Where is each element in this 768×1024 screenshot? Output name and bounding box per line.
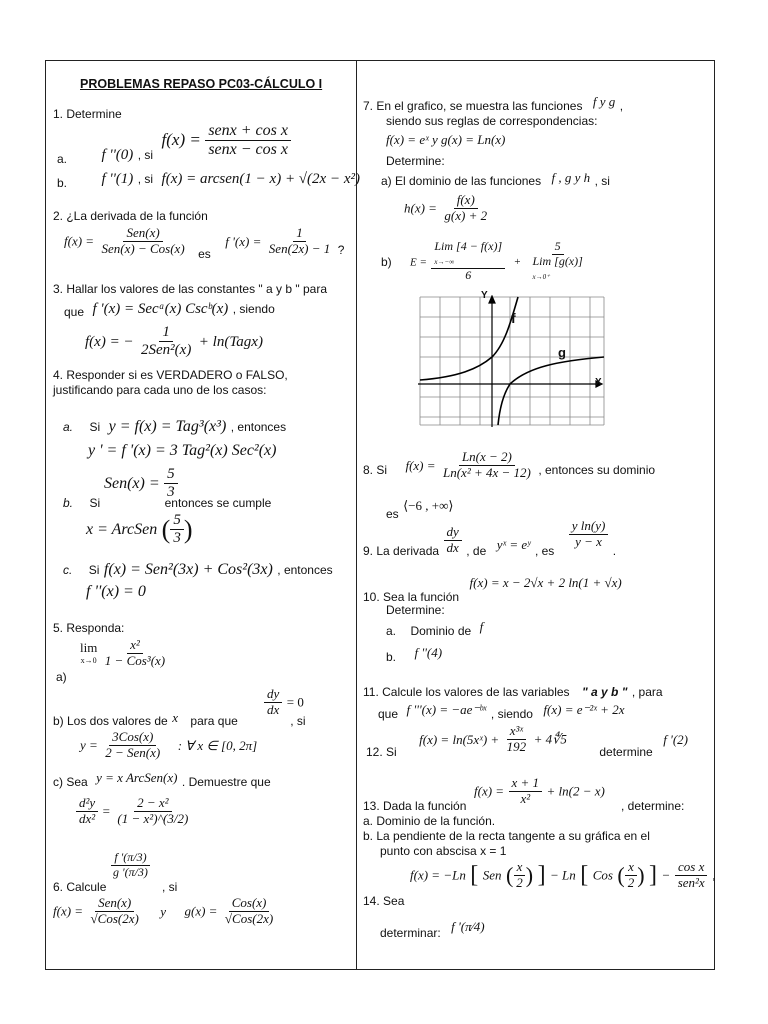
p4a-label: a. xyxy=(63,420,74,434)
p9-dot: . xyxy=(612,543,617,558)
p7-h-definition xyxy=(404,193,490,224)
p3-siendo: , siendo xyxy=(232,302,275,316)
p3-denominator: 2Sen²(x) xyxy=(141,342,192,359)
p10b-label: b. xyxy=(386,650,397,664)
p14-bracket-2-close: ] xyxy=(649,861,657,888)
p4b-denominator: 3 xyxy=(167,484,175,501)
p8-fx: f(x) = xyxy=(405,457,436,473)
p5a-lim-sub: x→0 xyxy=(80,656,97,666)
p4c-expression: f(x) = Sen²(3x) + Cos²(3x) xyxy=(103,561,273,578)
p6-f-denominator: √Cos(2x) xyxy=(90,910,139,926)
p5-heading: 5. Responda: xyxy=(53,621,125,635)
p14-fx: f(x) = −Ln xyxy=(410,867,466,883)
p12-fx: f(x) = ln(5xˣ) + xyxy=(419,731,500,747)
graph-label-f: f xyxy=(511,310,516,326)
p4c-line-1 xyxy=(63,561,333,579)
p7a-text: a) El dominio de las funciones xyxy=(381,174,542,188)
p13-numerator: x + 1 xyxy=(509,776,543,792)
p5b-text: b) Los dos valores de xyxy=(53,714,168,728)
p2-es: es xyxy=(198,246,211,261)
p9-es: , es xyxy=(534,543,555,558)
p9-numerator-2: y ln(y) xyxy=(569,519,609,535)
p12-numerator: x³ˣ xyxy=(507,724,526,740)
p14-determinar-line xyxy=(380,918,485,940)
p4b-expression: Sen(x) = xyxy=(104,474,160,492)
p14-half-1 xyxy=(513,860,526,891)
p5c-text: c) Sea xyxy=(53,775,88,789)
graph-label-g: g xyxy=(558,345,566,360)
p3-que: que xyxy=(64,305,85,319)
p5a-denominator: 1 − Cos³(x) xyxy=(104,652,166,668)
p11-heading: 11. Calcule los valores de las variables xyxy=(363,685,570,699)
p2-question: ? xyxy=(337,242,345,257)
p6-fx: f(x) = xyxy=(53,903,84,919)
p1-heading: 1. Determine xyxy=(53,107,122,121)
graph-curve-g xyxy=(498,357,604,425)
p9-denominator-2: y − x xyxy=(575,533,602,549)
p4c-entonces: , entonces xyxy=(277,563,333,577)
p12-determine: determine xyxy=(599,744,653,759)
p14-paren-2-open: ( xyxy=(617,862,625,888)
p6-y: y xyxy=(160,903,167,919)
p14-cos: Cos xyxy=(592,867,613,883)
p7-e-expression xyxy=(410,240,586,282)
p8-denominator: Ln(x² + 4x − 12) xyxy=(442,464,531,480)
p13-denominator: x² xyxy=(520,790,531,806)
p14-comma: , xyxy=(712,868,716,883)
p5c-equals: = xyxy=(102,803,110,819)
p4b-label: b. xyxy=(63,496,74,510)
p3-tail: + ln(Tagx) xyxy=(198,333,263,350)
p6-denominator: g '(π/3) xyxy=(113,864,148,879)
p5a-fraction xyxy=(102,638,168,669)
p6-g-denominator: √Cos(2x) xyxy=(224,910,274,926)
p4b-line-3 xyxy=(86,512,193,548)
p10a-line xyxy=(386,619,484,640)
p2-fx: f(x) = xyxy=(64,233,95,249)
p11-line-1 xyxy=(363,683,663,701)
p14-function xyxy=(410,860,715,891)
p2-denominator: Sen(x) − Cos(x) xyxy=(101,240,185,256)
p14-half-2-num: x xyxy=(625,860,637,876)
p12-line xyxy=(366,723,688,759)
p8-fraction xyxy=(440,450,534,481)
p6-gx: g(x) = xyxy=(184,903,218,919)
p14-paren-1-close: ) xyxy=(525,862,534,888)
p3-line-2 xyxy=(85,324,263,360)
p11-line-2 xyxy=(378,701,624,719)
p6-f-numerator: Sen(x) xyxy=(95,896,134,912)
p4b-arcsen: x = ArcSen xyxy=(86,520,158,538)
p4-heading-1: 4. Responder si es VERDADERO o FALSO, xyxy=(53,368,288,382)
p9-fraction-2 xyxy=(569,519,609,550)
p1a-si: , si xyxy=(137,148,154,163)
p5c-fraction xyxy=(76,796,98,827)
p5b-numerator: dy xyxy=(264,687,282,703)
p5a-lim-block xyxy=(80,641,97,665)
p1b-si: , si xyxy=(137,172,154,186)
p5c-derivative-line xyxy=(76,796,191,827)
p14-sen: Sen xyxy=(482,867,502,883)
p7-hx: h(x) = xyxy=(404,200,437,216)
p3-heading: 3. Hallar los valores de las constantes " a y b " para xyxy=(53,282,327,296)
p7a-line xyxy=(381,172,610,190)
p10-line-1 xyxy=(363,574,622,604)
p4-heading-2: justificando para cada uno de los casos: xyxy=(53,383,267,397)
p1b-derivative: f ''(1) xyxy=(101,171,134,187)
p10a-label: a. xyxy=(386,624,397,638)
p11-siendo: , siendo xyxy=(490,707,533,721)
p14-bracket-2-open: [ xyxy=(580,861,589,888)
p2-numerator: Sen(x) xyxy=(123,226,162,242)
p4c-label: c. xyxy=(63,563,73,577)
p1a-numerator: senx + cos x xyxy=(205,122,291,141)
p4b-numerator: 5 xyxy=(164,466,178,484)
p5b-denominator: dx xyxy=(267,701,280,717)
p13a-text: a. Dominio de la función. xyxy=(363,814,496,828)
p10-determine: Determine: xyxy=(386,603,445,617)
p1a-fraction xyxy=(205,122,291,160)
p5b-x: x xyxy=(172,710,178,725)
p9-denominator: dx xyxy=(446,539,459,555)
p4b-fraction-2 xyxy=(170,512,184,548)
p5a-numerator: x² xyxy=(127,638,143,654)
p12-label: 12. Si xyxy=(366,744,397,759)
p10b-expression: f ''(4) xyxy=(414,645,443,660)
p7-e-left: E = xyxy=(410,256,427,269)
p11-expression-2: f(x) = e⁻²ˣ + 2x xyxy=(543,702,625,717)
p10a-f: f xyxy=(479,619,484,634)
p7-h-numerator: f(x) xyxy=(454,193,478,209)
p13b-text-2: punto con abscisa x = 1 xyxy=(380,844,507,858)
p7-e-numerator-2: 5 xyxy=(552,240,564,255)
p10-heading: 10. Sea la función xyxy=(363,590,460,604)
p13-fx: f(x) = xyxy=(474,783,505,799)
p4c-si: Si xyxy=(88,563,100,577)
p14-paren-2-close: ) xyxy=(637,862,645,888)
p7-e-num-text: Lim [4 − f(x)] xyxy=(434,239,503,253)
p14-half-2-den: 2 xyxy=(627,874,635,890)
p9-fraction xyxy=(444,525,462,556)
p7-functions: f y g xyxy=(592,94,616,109)
p4a-si: Si xyxy=(89,420,101,434)
p5c-denominator: dx² xyxy=(79,810,96,826)
p8-numerator: Ln(x − 2) xyxy=(459,450,515,466)
p4b-paren-close: ) xyxy=(183,514,193,544)
p9-de: , de xyxy=(466,543,487,558)
p14-fraction xyxy=(675,860,708,891)
p10b-line xyxy=(386,644,442,662)
p4b-entonces: entonces se cumple xyxy=(164,496,272,510)
p5c-denominator-2: (1 − x²)^(3/2) xyxy=(117,810,189,826)
p5b-equals: = 0 xyxy=(286,694,304,710)
p14-denominator: sen²x xyxy=(677,874,705,890)
p7-comma: , xyxy=(619,99,624,113)
p3-line-1 xyxy=(64,300,275,318)
p7-e-plus: + xyxy=(513,256,522,269)
p12-derivative: f '(2) xyxy=(663,731,688,747)
p7-e-den-sub: x→0⁺ xyxy=(532,272,550,281)
p5c-numerator-2: 2 − x² xyxy=(134,796,171,812)
p1b-label: b. xyxy=(57,176,68,190)
p2-heading: 2. ¿La derivada de la función xyxy=(53,209,208,223)
p5c-demuestre: . Demuestre que xyxy=(181,775,271,789)
p1a-denominator: senx − cos x xyxy=(208,141,288,159)
p14-determinar: determinar: xyxy=(380,926,441,940)
p8-line-1 xyxy=(363,450,655,481)
p4b-numerator-2: 5 xyxy=(170,512,184,530)
p5c-numerator: d²y xyxy=(76,796,98,812)
p8-line-2 xyxy=(386,497,454,521)
p4c-line-2: f ''(x) = 0 xyxy=(86,583,146,600)
p10-expression: f(x) = x − 2√x + 2 ln(1 + √x) xyxy=(469,575,622,590)
p3-numerator: 1 xyxy=(159,324,173,342)
p7-h-denominator: g(x) + 2 xyxy=(444,207,488,223)
p7-e-den-text: Lim [g(x)] xyxy=(532,253,583,268)
p9-expression: yˣ = eʸ xyxy=(496,536,531,552)
p11-para: , para xyxy=(631,685,663,699)
p7-e-fraction-1 xyxy=(431,240,505,282)
p4a-expression: y = f(x) = Tag³(x³) xyxy=(108,418,227,435)
p13-function xyxy=(474,776,605,807)
p5b-line xyxy=(53,712,306,730)
p6-numerator: f '(π/3) xyxy=(111,851,149,866)
p7-e-denominator-2 xyxy=(529,255,585,283)
p7-rules: f(x) = eˣ y g(x) = Ln(x) xyxy=(386,132,506,147)
p2-denominator-2: Sen(2x) − 1 xyxy=(268,240,331,256)
p5b-fraction-2 xyxy=(102,730,163,761)
p6-heading: 6. Calcule xyxy=(53,880,107,894)
p13-fraction xyxy=(509,776,543,807)
p6-f-fraction xyxy=(88,896,142,927)
p1a-fx: f(x) = xyxy=(161,130,201,150)
p5b-para: para que xyxy=(190,714,238,728)
p14-paren-1-open: ( xyxy=(505,862,514,888)
p14-bracket-1-close: ] xyxy=(537,861,546,888)
p5b-domain: : ∀ x ∈ [0, 2π] xyxy=(177,737,258,753)
p11-vars: " a y b " xyxy=(582,685,628,699)
p7-e-denominator-1: 6 xyxy=(465,267,472,282)
p1b-line xyxy=(57,170,360,188)
p4b-denominator-2: 3 xyxy=(173,530,181,547)
p2-line xyxy=(64,225,345,261)
p14-half-1-den: 2 xyxy=(516,874,523,890)
p5b-numerator-2: 3Cos(x) xyxy=(109,730,156,746)
p4a-line-2: y ' = f '(x) = 3 Tag²(x) Sec²(x) xyxy=(88,442,277,459)
p5a-label: a) xyxy=(56,670,67,684)
p5b-y: y = xyxy=(80,737,98,753)
p8-domain: ⟨−6 , +∞⟩ xyxy=(403,498,454,513)
p7-determine: Determine: xyxy=(386,154,445,168)
page-title: PROBLEMAS REPASO PC03-CÁLCULO I xyxy=(80,77,323,91)
p1a-label: a. xyxy=(57,152,68,167)
p1a-derivative: f ''(0) xyxy=(101,147,134,164)
p5c-fraction-2 xyxy=(114,796,191,827)
p6-si: , si xyxy=(162,880,178,894)
p5b-y-line xyxy=(80,730,257,761)
p6-fraction xyxy=(110,851,151,880)
p3-expression: f '(x) = Secᵃ(x) Cscᵇ(x) xyxy=(92,301,229,317)
p5b-denominator-2: 2 − Sen(x) xyxy=(105,744,161,760)
p4a-line-1 xyxy=(63,418,286,436)
p9-label: 9. La derivada xyxy=(363,543,440,558)
p14-half-2 xyxy=(625,860,638,891)
p2-fraction-2 xyxy=(266,226,333,257)
p5a-lim: lim xyxy=(80,640,98,656)
p7a-si: , si xyxy=(594,174,610,188)
p2-derivative: f '(x) = xyxy=(225,233,262,249)
p12-tail: + 4∜5 xyxy=(533,731,567,747)
p4a-entonces: , entonces xyxy=(230,420,287,434)
p14-numerator: cos x xyxy=(675,860,707,876)
p11-que: que xyxy=(378,707,399,721)
graph-label-x: X xyxy=(595,377,602,388)
p4b-paren-open: ( xyxy=(161,514,171,544)
p7a-functions: f , g y h xyxy=(551,170,591,185)
p7-e-numerator-1 xyxy=(431,240,505,269)
p5b-si: , si xyxy=(290,714,306,728)
p9-line xyxy=(363,518,617,558)
p10a-text: Dominio de xyxy=(410,624,472,638)
p7-heading-2: siendo sus reglas de correspondencias: xyxy=(386,114,598,128)
p13-heading: 13. Dada la función xyxy=(363,799,467,813)
graph-label-y: Y xyxy=(481,290,488,301)
p7-heading-text: 7. En el grafico, se muestra las funciones xyxy=(363,99,583,113)
p7-h-fraction xyxy=(441,193,490,224)
p6-functions xyxy=(53,896,276,927)
p13b-text-1: b. La pendiente de la recta tangente a su gráfica en el xyxy=(363,829,650,843)
p8-label: 8. Si xyxy=(363,462,388,477)
p14-derivative: f '(π⁄4) xyxy=(451,919,485,934)
p4b-line-2 xyxy=(63,494,271,512)
p13-determine: , determine: xyxy=(621,799,685,813)
p12-fraction xyxy=(504,724,530,755)
p7-e-num-sub: x→−∞ xyxy=(434,257,455,266)
p5a-limit xyxy=(80,638,168,669)
p1a-line xyxy=(57,122,291,167)
p7-e-fraction-2 xyxy=(529,240,585,282)
p7-heading-1 xyxy=(363,94,624,115)
p6-g-fraction xyxy=(222,896,276,927)
p4b-si: Si xyxy=(89,496,101,510)
p9-numerator: dy xyxy=(444,525,462,541)
p7b-label: b) xyxy=(381,255,392,269)
p1b-expression: f(x) = arcsen(1 − x) + √(2x − x²) xyxy=(161,171,360,187)
p12-denominator: 192 xyxy=(506,738,527,754)
p13-tail: + ln(2 − x) xyxy=(546,783,605,799)
p14-minus: − xyxy=(661,867,671,883)
p2-numerator-2: 1 xyxy=(293,226,306,242)
p5c-line xyxy=(53,770,271,791)
column-divider xyxy=(356,60,357,970)
p8-entonces: , entonces su dominio xyxy=(538,462,656,477)
p14-half-1-num: x xyxy=(514,860,526,876)
p3-fx: f(x) = − xyxy=(85,333,134,350)
p6-g-numerator: Cos(x) xyxy=(229,896,270,912)
p2-fraction xyxy=(99,226,188,257)
p14-label: 14. Sea xyxy=(363,894,405,908)
graph-curve-f xyxy=(420,297,518,380)
p5c-expression: y = x ArcSen(x) xyxy=(96,770,178,785)
p6-ratio xyxy=(110,851,151,880)
p3-fraction xyxy=(138,324,194,360)
p8-es: es xyxy=(386,507,399,521)
p11-expression: f '''(x) = −ae⁻ᵇˣ xyxy=(406,702,487,717)
p14-minus-ln: − Ln xyxy=(550,867,576,883)
p14-bracket-1-open: [ xyxy=(470,861,479,888)
